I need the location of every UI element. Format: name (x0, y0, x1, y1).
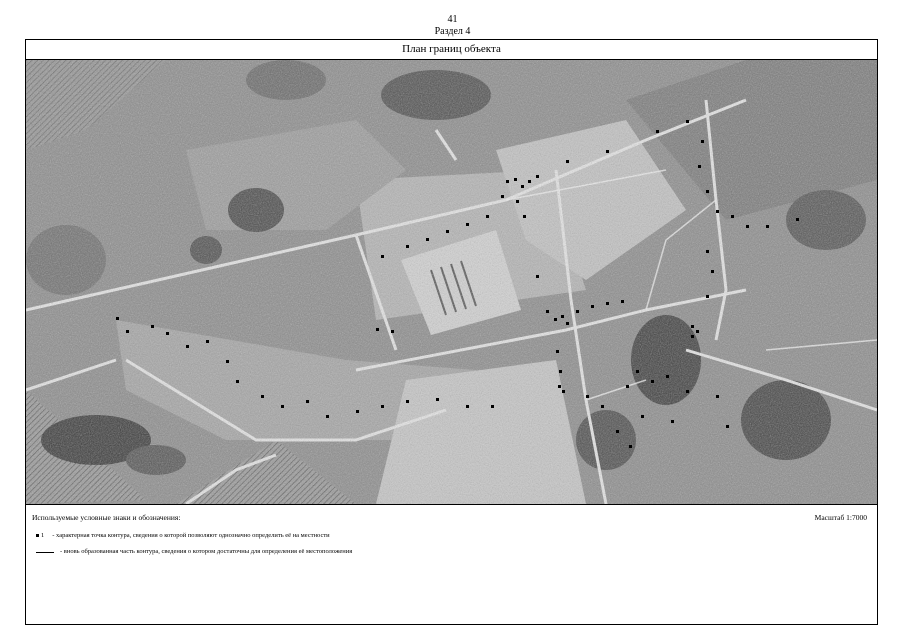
satellite-imagery (26, 60, 877, 504)
satellite-map[interactable] (26, 60, 877, 504)
section-title: Раздел 4 (434, 26, 471, 37)
scale-label: Масштаб 1:7000 (814, 513, 867, 522)
legend-item-line (36, 548, 390, 556)
page-number: 41 (447, 14, 458, 25)
line-description: - вновь образованная часть контура, сведения о котором достаточны для определения её местоположения (60, 548, 353, 555)
point-symbol-icon (36, 534, 39, 537)
point-description: - характерная точка контура, сведения о которой позволяют однозначно определить её на местности (52, 532, 330, 539)
legend-area (26, 504, 877, 625)
legend-heading: Используемые условные знаки и обозначения: (32, 513, 181, 522)
map-title: План границ объекта (26, 40, 877, 60)
map-frame (25, 39, 878, 625)
boundary-line-icon (36, 552, 54, 553)
legend-item-point (36, 532, 330, 539)
point-number: 1 (41, 532, 45, 539)
